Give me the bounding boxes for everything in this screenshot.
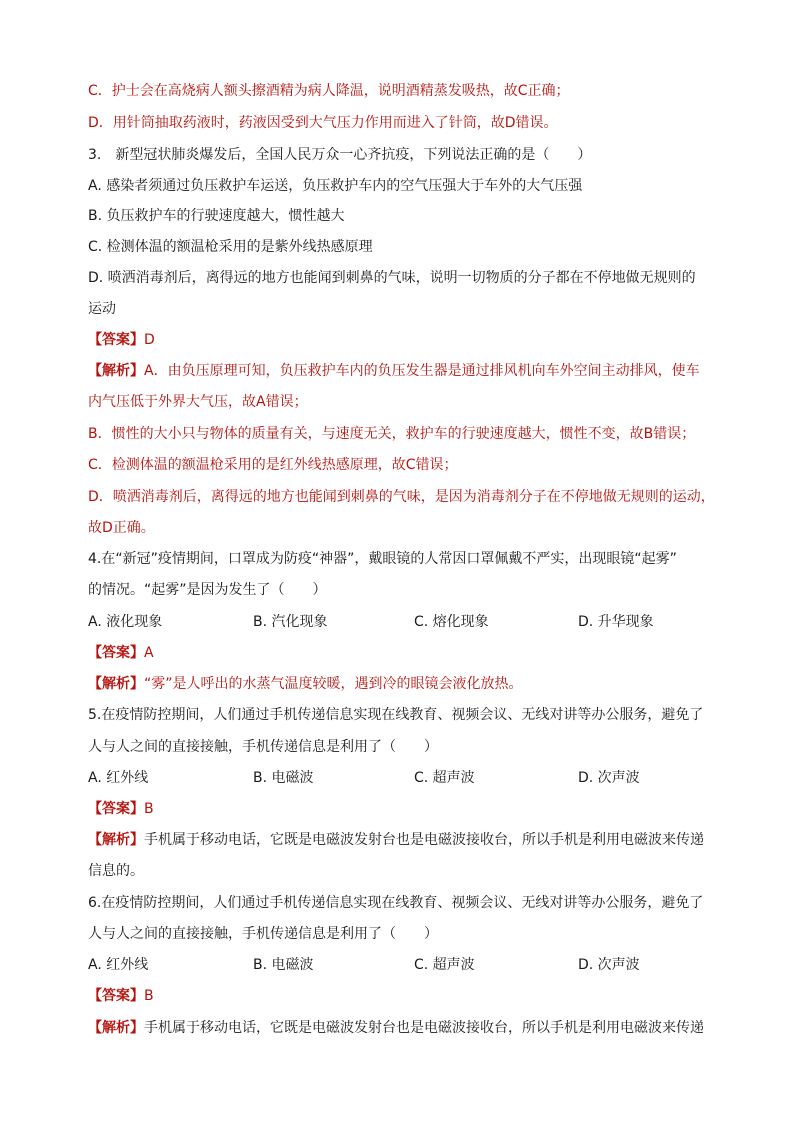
q3-analysis-d-line1: D．喷洒消毒剂后，离得远的地方也能闻到刺鼻的气味，是因为消毒剂分子在不停地做无规则的运动， — [88, 489, 715, 505]
q5-analysis-line2: 信息的。 — [88, 863, 144, 879]
answer-tag: 【答案】 — [88, 988, 144, 1004]
q6-option-a: A. 红外线 — [88, 957, 149, 973]
q4-answer — [88, 643, 708, 663]
q3-stem: 3. 新型冠状肺炎爆发后，全国人民万众一心齐抗疫，下列说法正确的是（ ） — [88, 147, 592, 163]
q4-stem-line2: 的情况。“起雾”是因为发生了（ ） — [88, 582, 327, 598]
q5-stem-line1: 5.在疫情防控期间，人们通过手机传递信息实现在线教育、视频会议、无线对讲等办公服务，避免了 — [88, 707, 704, 723]
q5-option-c: C. 超声波 — [414, 770, 475, 786]
answer-tag: 【答案】 — [88, 801, 144, 817]
q3-analysis-a-line2: 内气压低于外界大气压，故A错误； — [88, 394, 308, 410]
analysis-tag: 【解析】 — [88, 363, 144, 379]
q5-answer — [88, 799, 708, 819]
q4-option-b: B. 汽化现象 — [253, 614, 328, 630]
q3-analysis-a-line1 — [88, 361, 708, 381]
q5-stem-line2: 人与人之间的直接接触，手机传递信息是利用了（ ） — [88, 739, 438, 755]
analysis-tag: 【解析】 — [88, 1020, 144, 1036]
q5-analysis-line1 — [88, 830, 708, 850]
analysis-text: A．由负压原理可知，负压救护车内的负压发生器是通过排风机向车外空间主动排风，使车 — [144, 363, 700, 379]
q6-analysis-line1 — [88, 1018, 708, 1038]
q4-analysis — [88, 674, 708, 694]
answer-value: B — [144, 801, 154, 817]
answer-tag: 【答案】 — [88, 645, 144, 661]
analysis-text: 手机属于移动电话，它既是电磁波发射台也是电磁波接收台，所以手机是利用电磁波来传递 — [144, 1020, 704, 1036]
analysis-tag: 【解析】 — [88, 832, 144, 848]
analysis-text: “雾”是人呼出的水蒸气温度较暖，遇到冷的眼镜会液化放热。 — [144, 676, 523, 692]
q3-option-a: A. 感染者须通过负压救护车运送，负压救护车内的空气压强大于车外的大气压强 — [88, 178, 583, 194]
analysis-tag: 【解析】 — [88, 676, 144, 692]
q3-analysis-d-line2: 故D正确。 — [88, 520, 155, 536]
q3-analysis-b: B．惯性的大小只与物体的质量有关，与速度无关，救护车的行驶速度越大，惯性不变，故B错误； — [88, 426, 696, 442]
q6-stem-line2: 人与人之间的直接接触，手机传递信息是利用了（ ） — [88, 926, 438, 942]
analysis-d-prev: D．用针筒抽取药液时，药液因受到大气压力作用而进入了针筒，故D错误。 — [88, 115, 558, 131]
q6-answer — [88, 986, 708, 1006]
q3-answer — [88, 330, 708, 350]
q5-option-a: A. 红外线 — [88, 770, 149, 786]
q4-option-a: A. 液化现象 — [88, 614, 163, 630]
q4-option-c: C. 熔化现象 — [414, 614, 489, 630]
q6-option-d: D. 次声波 — [578, 957, 640, 973]
q5-option-d: D. 次声波 — [578, 770, 640, 786]
q5-option-b: B. 电磁波 — [253, 770, 314, 786]
answer-tag: 【答案】 — [88, 332, 144, 348]
q3-option-b: B. 负压救护车的行驶速度越大，惯性越大 — [88, 208, 345, 224]
q4-stem-line1: 4.在“新冠”疫情期间，口罩成为防疫“神器”，戴眼镜的人常因口罩佩戴不严实，出现眼镜“起雾” — [88, 551, 677, 567]
q4-option-d: D. 升华现象 — [578, 614, 654, 630]
answer-value: A — [144, 645, 154, 661]
q3-analysis-c: C．检测体温的额温枪采用的是红外线热感原理，故C错误； — [88, 457, 458, 473]
q3-option-c: C. 检测体温的额温枪采用的是紫外线热感原理 — [88, 239, 373, 255]
answer-value: D — [144, 332, 155, 348]
q3-option-d-line1: D. 喷洒消毒剂后，离得远的地方也能闻到刺鼻的气味，说明一切物质的分子都在不停地做无规则的 — [88, 270, 696, 286]
analysis-c-prev: C．护士会在高烧病人额头擦酒精为病人降温，说明酒精蒸发吸热，故C正确； — [88, 83, 570, 99]
q3-option-d-line2: 运动 — [88, 301, 116, 317]
answer-value: B — [144, 988, 154, 1004]
analysis-text: 手机属于移动电话，它既是电磁波发射台也是电磁波接收台，所以手机是利用电磁波来传递 — [144, 832, 704, 848]
q6-option-b: B. 电磁波 — [253, 957, 314, 973]
q6-stem-line1: 6.在疫情防控期间，人们通过手机传递信息实现在线教育、视频会议、无线对讲等办公服务，避免了 — [88, 895, 704, 911]
q6-option-c: C. 超声波 — [414, 957, 475, 973]
